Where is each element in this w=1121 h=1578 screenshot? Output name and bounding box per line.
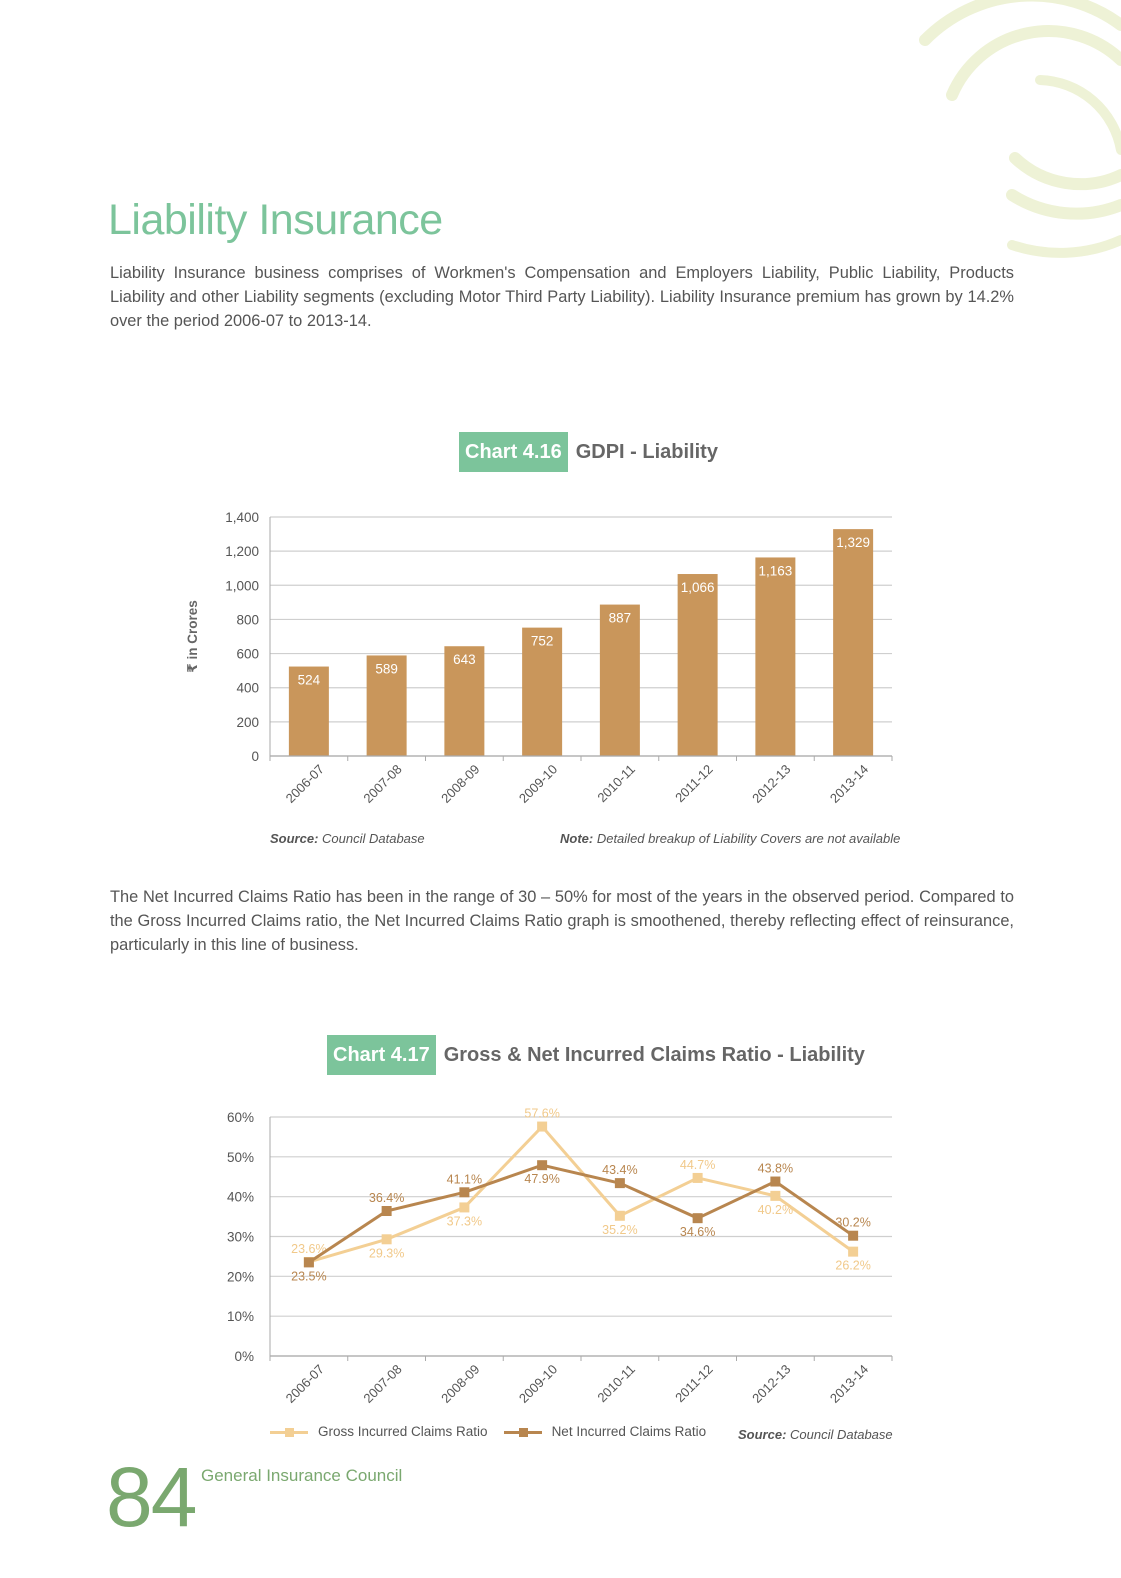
chart1-y-axis-label: ₹ in Crores bbox=[185, 600, 200, 673]
legend-item-gross bbox=[270, 1424, 488, 1439]
chart2-category-label: 2009-10 bbox=[515, 1361, 561, 1406]
chart1-note-label: Note: bbox=[560, 831, 594, 846]
chart2-marker-net bbox=[304, 1257, 314, 1267]
chart2-marker-net bbox=[382, 1206, 392, 1216]
chart1-data-label: 1,066 bbox=[680, 580, 715, 596]
chart1-ytick-label: 1,200 bbox=[225, 544, 259, 560]
chart2-marker-gross bbox=[459, 1202, 469, 1212]
chart2-marker-gross bbox=[615, 1211, 625, 1221]
chart1-category-label: 2006-07 bbox=[282, 761, 327, 806]
chart1-category-label: 2011-12 bbox=[672, 761, 716, 806]
chart2-data-label-net: 41.1% bbox=[446, 1172, 483, 1187]
chart1-category-label: 2008-09 bbox=[438, 761, 483, 806]
footer-org-name: General Insurance Council bbox=[201, 1466, 403, 1485]
chart2-data-label-gross: 35.2% bbox=[602, 1222, 638, 1237]
claims-paragraph: The Net Incurred Claims Ratio has been in the range of 30 – 50% for most of the years in the observed period. Compared to the Gross Incurred Claims ratio, the Net Incurred Claims Ratio graph is smoothened, thereby reflecting effect of reinsurance, particularly in this line of business. bbox=[110, 888, 1014, 954]
chart2-category-label: 2006-07 bbox=[282, 1361, 327, 1406]
chart1-data-label: 589 bbox=[375, 661, 398, 677]
chart1-data-label: 1,329 bbox=[836, 535, 871, 551]
chart2-marker-net bbox=[848, 1231, 858, 1241]
chart1-source-label: Source: bbox=[270, 831, 319, 846]
chart2-legend bbox=[270, 1424, 722, 1439]
chart2-ytick-label: 0% bbox=[234, 1349, 254, 1364]
chart2-data-label-gross: 23.6% bbox=[291, 1241, 327, 1256]
chart2-source bbox=[738, 1427, 893, 1442]
chart2-data-label-net: 36.4% bbox=[368, 1191, 405, 1206]
chart2-data-label-net: 43.8% bbox=[757, 1161, 794, 1176]
chart1-title: GDPI - Liability bbox=[575, 440, 718, 463]
chart2-data-label-gross: 44.7% bbox=[679, 1157, 716, 1172]
chart2-ytick-label: 60% bbox=[226, 1110, 254, 1125]
chart1-data-label: 752 bbox=[530, 633, 554, 649]
chart2-source-text: Council Database bbox=[786, 1427, 893, 1442]
chart2-title: Gross & Net Incurred Claims Ratio - Liability bbox=[443, 1043, 865, 1066]
chart1-ytick-label: 200 bbox=[236, 714, 259, 730]
chart2-marker-gross bbox=[537, 1122, 547, 1132]
chart1-data-label: 643 bbox=[453, 652, 476, 668]
chart2-ytick-label: 20% bbox=[226, 1269, 254, 1285]
chart2-data-label-gross: 26.2% bbox=[835, 1258, 871, 1273]
chart2-data-label-net: 47.9% bbox=[524, 1172, 560, 1187]
chart1-category-label: 2007-08 bbox=[360, 761, 405, 806]
chart2-category-label: 2007-08 bbox=[360, 1361, 405, 1406]
chart2-category-label: 2010-11 bbox=[594, 1361, 638, 1406]
chart2-source-label: Source: bbox=[738, 1427, 787, 1442]
legend-swatch-net bbox=[504, 1425, 542, 1439]
chart1-source bbox=[270, 831, 425, 846]
chart2-data-label-gross: 37.3% bbox=[446, 1214, 483, 1229]
chart2-data-label-net: 23.5% bbox=[291, 1269, 327, 1284]
chart2-marker-gross bbox=[848, 1247, 858, 1257]
intro-paragraph: Liability Insurance business comprises of Workmen's Compensation and Employers Liability, Public Liability, Products Liability and other Liability segments (excluding Motor Third Party Liability). Liability Insurance premium has grown by 14.2% over the period 2006-07 to 2013-14. bbox=[110, 264, 1014, 330]
legend-item-net bbox=[504, 1424, 707, 1439]
chart1-category-label: 2010-11 bbox=[594, 761, 638, 806]
chart1-note bbox=[560, 831, 900, 846]
chart2-number: Chart 4.17 bbox=[327, 1035, 436, 1075]
chart1-ytick-label: 1,400 bbox=[225, 510, 259, 525]
chart1-number: Chart 4.16 bbox=[459, 432, 568, 472]
chart2-marker-gross bbox=[770, 1191, 780, 1201]
chart2-category-label: 2012-13 bbox=[749, 1361, 794, 1406]
chart2-marker-net bbox=[459, 1187, 469, 1197]
chart2-category-label: 2011-12 bbox=[672, 1361, 716, 1406]
chart2-data-label-gross: 29.3% bbox=[368, 1246, 405, 1261]
chart2-marker-net bbox=[693, 1213, 703, 1223]
chart2-marker-net bbox=[537, 1160, 547, 1170]
chart2-ytick-label: 40% bbox=[226, 1189, 254, 1205]
chart1-ytick-label: 800 bbox=[236, 612, 259, 628]
page-number: 84 bbox=[106, 1450, 196, 1544]
legend-label-gross: Gross Incurred Claims Ratio bbox=[318, 1424, 488, 1439]
chart2-marker-net bbox=[770, 1177, 780, 1187]
chart2-ytick-label: 50% bbox=[226, 1149, 254, 1165]
chart2-data-label-net: 43.4% bbox=[602, 1163, 638, 1178]
chart2-marker-gross bbox=[382, 1234, 392, 1244]
chart2-ytick-label: 10% bbox=[226, 1309, 254, 1325]
chart2-data-label-net: 34.6% bbox=[679, 1225, 716, 1240]
chart2-marker-net bbox=[615, 1178, 625, 1188]
chart2-category-label: 2008-09 bbox=[438, 1361, 483, 1406]
chart1-data-label: 524 bbox=[297, 672, 321, 688]
chart1-ytick-label: 0 bbox=[251, 749, 259, 764]
chart1-ytick-label: 400 bbox=[236, 680, 259, 696]
chart1-category-label: 2013-14 bbox=[826, 761, 872, 806]
chart1-ytick-label: 1,000 bbox=[225, 578, 259, 594]
chart2-marker-gross bbox=[693, 1173, 703, 1183]
page-title: Liability Insurance bbox=[108, 196, 443, 244]
chart1-bar bbox=[678, 574, 718, 756]
legend-label-net: Net Incurred Claims Ratio bbox=[551, 1424, 707, 1439]
chart1-bar bbox=[600, 605, 640, 756]
chart1-category-label: 2012-13 bbox=[749, 761, 794, 806]
chart1-source-text: Council Database bbox=[318, 831, 425, 846]
chart1-category-label: 2009-10 bbox=[515, 761, 561, 806]
chart2-category-label: 2013-14 bbox=[826, 1361, 872, 1406]
chart1-bar bbox=[833, 529, 873, 756]
legend-swatch-gross bbox=[270, 1425, 308, 1439]
chart2-data-label-gross: 57.6% bbox=[524, 1106, 560, 1121]
chart1-bar bbox=[755, 557, 795, 756]
chart1-data-label: 1,163 bbox=[758, 563, 793, 579]
chart2-ytick-label: 30% bbox=[226, 1229, 254, 1245]
chart1-ytick-label: 600 bbox=[236, 646, 259, 662]
chart1-note-text: Detailed breakup of Liability Covers are not available bbox=[593, 831, 901, 846]
chart1-data-label: 887 bbox=[608, 610, 632, 626]
chart2-data-label-gross: 40.2% bbox=[757, 1202, 794, 1217]
chart2-data-label-net: 30.2% bbox=[835, 1215, 871, 1230]
